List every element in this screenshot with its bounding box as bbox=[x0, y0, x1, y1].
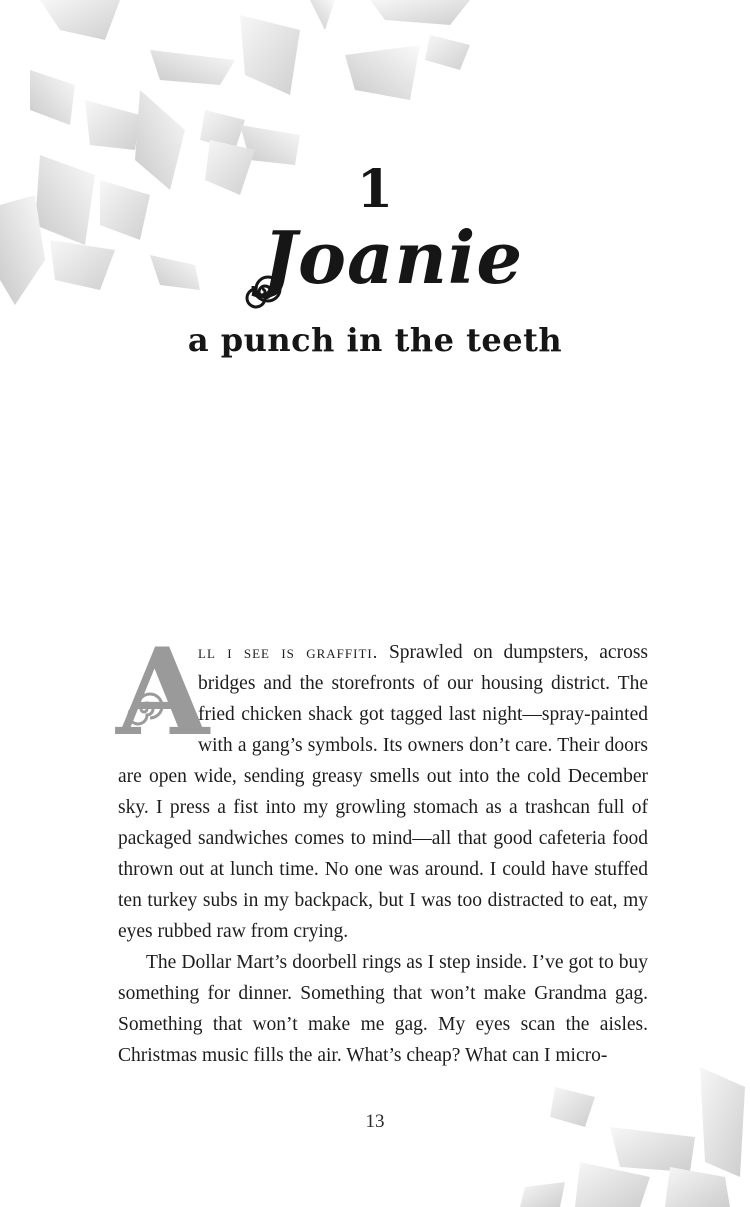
paragraph-1-text: Sprawled on dumpsters, across bridges and the storefronts of our housing district. The fried chicken shack got tagged last night—spray-painted with a gang’s symbols. Its owners don’t care. Their doors are open wide, sending greasy smells out into the cold December sky. I press a fist into my growling stomach as a trashcan full of packaged sandwiches comes to mind—all that good cafeteria food thrown out at lunch time. No one was around. I could have stuffed ten turkey subs in my backpack, but I was too distracted to eat, my eyes rubbed raw from crying. bbox=[118, 642, 648, 942]
chapter-body bbox=[116, 622, 648, 1071]
drop-cap bbox=[116, 622, 210, 763]
chapter-name bbox=[240, 210, 530, 310]
drop-cap-letter: A bbox=[116, 622, 210, 763]
chapter-number: 1 bbox=[356, 159, 394, 220]
page-number: 13 bbox=[365, 1111, 385, 1132]
chapter-name-text: Joanie bbox=[262, 215, 524, 300]
paper-scraps-decoration-bottom bbox=[520, 1067, 750, 1207]
lead-in-small-caps: ll i see is graffiti. bbox=[198, 642, 379, 662]
paragraph-1 bbox=[116, 622, 648, 947]
chapter-subtitle: a punch in the teeth bbox=[187, 321, 563, 359]
paragraph-2: The Dollar Mart’s doorbell rings as I step inside. I’ve got to buy something for dinner. Something that won’t make Grandma gag. Something that won’t make me gag. My eyes scan the aisles. Christmas music fills the air. What’s cheap? What can I micro- bbox=[118, 952, 648, 1066]
